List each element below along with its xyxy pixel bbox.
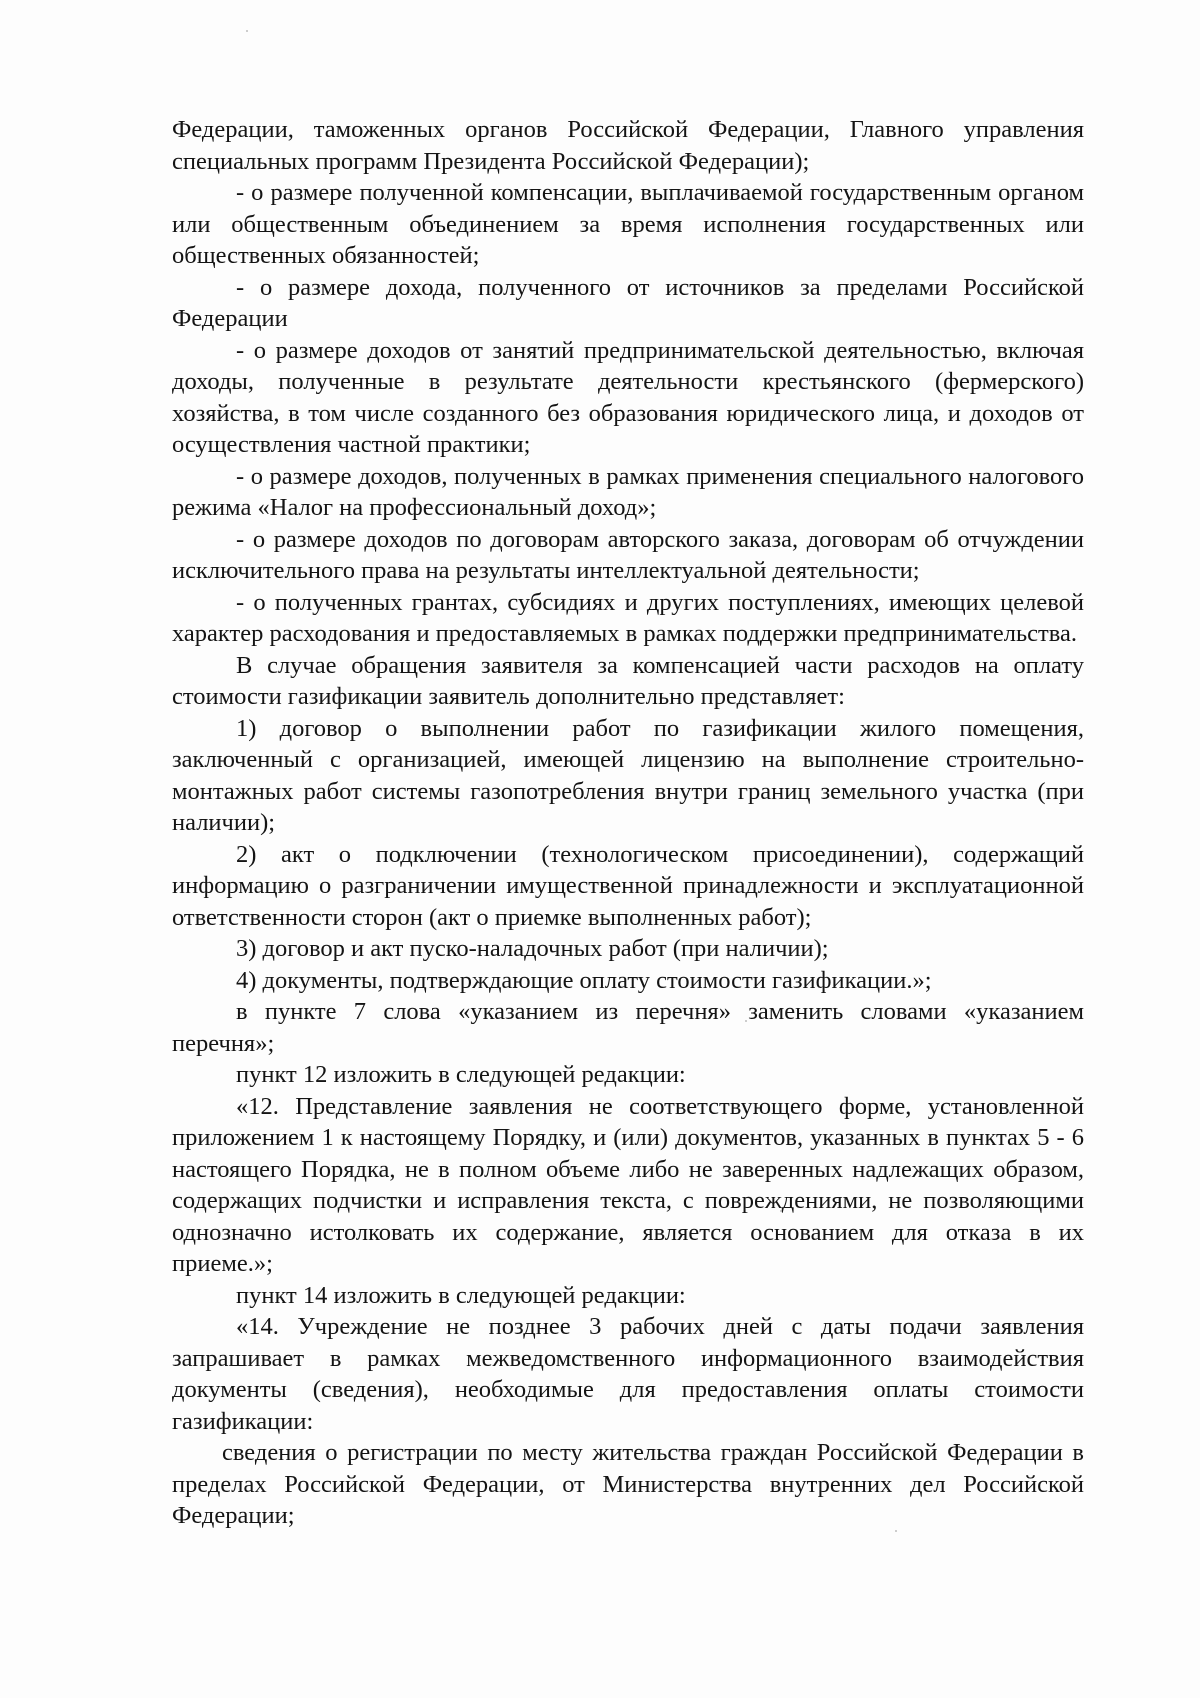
paragraph-author-contracts: - о размере доходов по договорам авторского заказа, договорам об отчуждении исключительного права на результаты интеллектуальной деятельности; bbox=[172, 525, 1084, 584]
document-body bbox=[172, 114, 1084, 1532]
paragraph-continuation: Федерации, таможенных органов Российской Федерации, Главного управления специальных программ Президента Российской Федерации); bbox=[172, 116, 1084, 175]
paragraph-business-income: - о размере доходов от занятий предпринимательской деятельностью, включая доходы, полученные в результате деятельности крестьянского (фермерского) хозяйства, в том числе созданного без образования юридического лица, и доходов от осуществления частной практики; bbox=[172, 336, 1084, 458]
paragraph-point-14-intro: пункт 14 изложить в следующей редакции: bbox=[236, 1281, 686, 1309]
paragraph-point-7: в пункте 7 слова «указанием из перечня» заменить словами «указанием перечня»; bbox=[172, 998, 1084, 1057]
paragraph-gasification-case: В случае обращения заявителя за компенсацией части расходов на оплату стоимости газификации заявитель дополнительно представляет: bbox=[172, 651, 1084, 710]
paragraph-item-3: 3) договор и акт пуско-наладочных работ (при наличии); bbox=[236, 935, 829, 962]
paragraph-point-12-intro: пункт 12 изложить в следующей редакции: bbox=[236, 1061, 686, 1088]
paragraph-foreign-income: - о размере дохода, полученного от источников за пределами Российской Федерации bbox=[172, 273, 1084, 332]
paragraph-tax-regime: - о размере доходов, полученных в рамках применения специального налогового режима «Налог на профессиональный доход»; bbox=[172, 462, 1084, 521]
paragraph-compensation: - о размере полученной компенсации, выплачиваемой государственным органом или общественным объединением за время исполнения государственных или общественных обязанностей; bbox=[172, 179, 1084, 269]
paragraph-point-14-text: «14. Учреждение не позднее 3 рабочих дней с даты подачи заявления запрашивает в рамках межведомственного информационного взаимодействия документы (сведения), необходимые для предоставления оплаты стоимости газификации: bbox=[172, 1313, 1084, 1435]
paragraph-item-1: 1) договор о выполнении работ по газификации жилого помещения, заключенный с организацией, имеющей лицензию на выполнение строительно-монтажных работ системы газопотребления внутри границ земельного участка (при наличии); bbox=[172, 714, 1084, 836]
paragraph-grants: - о полученных грантах, субсидиях и других поступлениях, имеющих целевой характер расходования и предоставляемых в рамках поддержки предпринимательства. bbox=[172, 588, 1084, 647]
paragraph-item-4: 4) документы, подтверждающие оплату стоимости газификации.»; bbox=[236, 966, 932, 994]
paragraph-registration-info: сведения о регистрации по месту жительства граждан Российской Федерации в пределах Российской Федерации, от Министерства внутренних дел Российской Федерации; bbox=[172, 1439, 1084, 1529]
scan-speck bbox=[246, 30, 248, 32]
paragraph-item-2: 2) акт о подключении (технологическом присоединении), содержащий информацию о разграничении имущественной принадлежности и эксплуатационной ответственности сторон (акт о приемке выполненных работ); bbox=[172, 840, 1084, 931]
paragraph-point-12-text: «12. Представление заявления не соответствующего форме, установленной приложением 1 к настоящему Порядку, и (или) документов, указанных в пунктах 5 - 6 настоящего Порядка, не в полном объеме либо не заверенных надлежащих образом, содержащих подчистки и исправления текста, с повреждениями, не позволяющими однозначно истолковать их содержание, является основанием для отказа в их приеме.»; bbox=[172, 1092, 1084, 1277]
